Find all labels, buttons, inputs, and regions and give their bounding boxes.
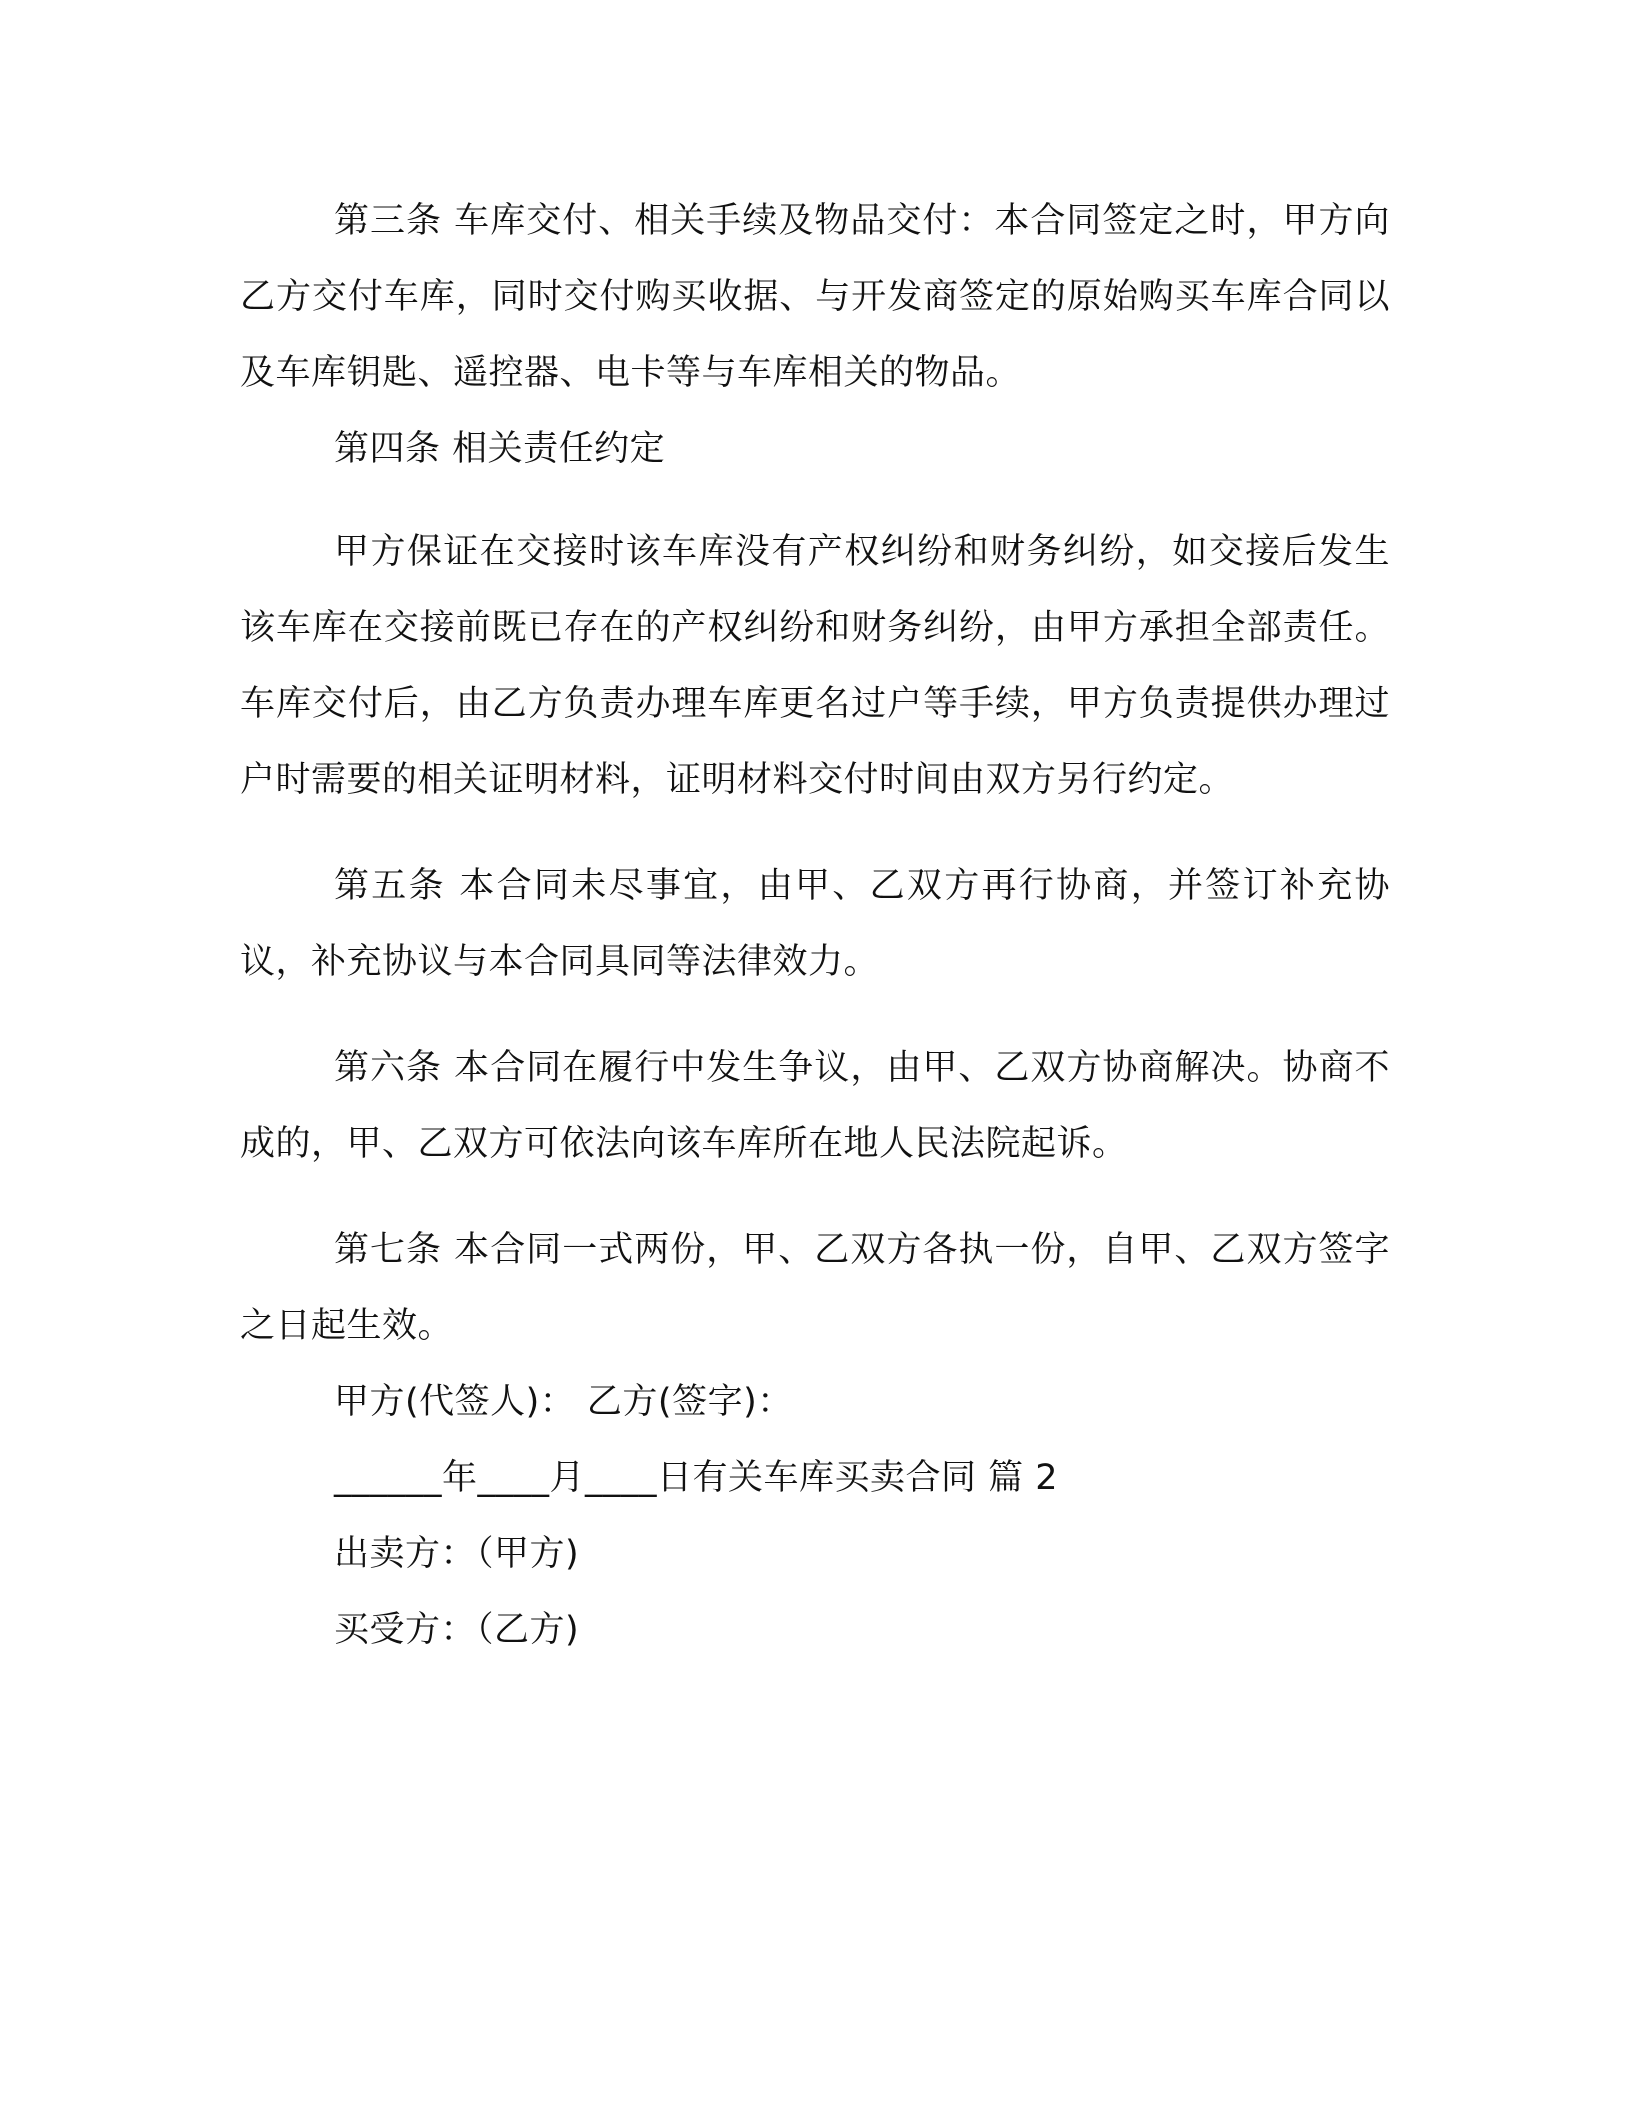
article-3-paragraph: 第三条 车库交付、相关手续及物品交付：本合同签定之时，甲方向乙方交付车库，同时交付购买收据、与开发商签定的原始购买车库合同以及车库钥匙、遥控器、电卡等与车库相关的物品。 — [240, 201, 1390, 393]
signature-line: 甲方(代签人)： 乙方(签字)： — [334, 1382, 793, 1422]
document-body — [240, 183, 1390, 1668]
article-4-heading: 第四条 相关责任约定 — [334, 429, 666, 469]
article-7-paragraph: 第七条 本合同一式两份，甲、乙双方各执一份，自甲、乙双方签字之日起生效。 — [240, 1230, 1390, 1346]
seller-line: 出卖方：（甲方) — [334, 1534, 580, 1574]
date-title-line: ______年____月____日有关车库买卖合同 篇 2 — [334, 1458, 1059, 1498]
article-6-paragraph: 第六条 本合同在履行中发生争议，由甲、乙双方协商解决。协商不成的，甲、乙双方可依法向该车库所在地人民法院起诉。 — [240, 1048, 1390, 1164]
buyer-line: 买受方：（乙方) — [334, 1610, 580, 1650]
article-5-paragraph: 第五条 本合同未尽事宜，由甲、乙双方再行协商，并签订补充协议，补充协议与本合同具同等法律效力。 — [240, 866, 1390, 982]
article-4-paragraph: 甲方保证在交接时该车库没有产权纠纷和财务纠纷，如交接后发生该车库在交接前既已存在的产权纠纷和财务纠纷，由甲方承担全部责任。车库交付后，由乙方负责办理车库更名过户等手续，甲方负责提供办理过户时需要的相关证明材料，证明材料交付时间由双方另行约定。 — [240, 532, 1390, 800]
